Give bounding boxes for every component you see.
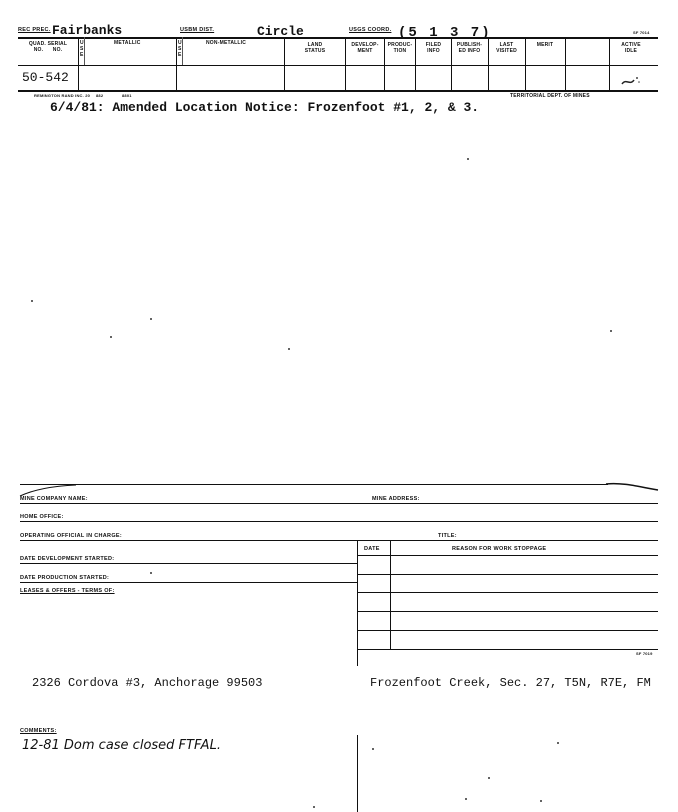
quad-serial-value: 50-542 <box>22 70 69 85</box>
note-entry: 6/4/81: Amended Location Notice: Frozenfoot #1, 2, & 3. <box>50 100 480 115</box>
mine-company-name-label: MINE COMPANY NAME: <box>20 496 88 502</box>
printer-text: REMINGTON RAND INC. 20 <box>34 93 91 98</box>
use-metallic-header: U S E <box>80 40 84 58</box>
merit-header: MERIT <box>536 42 554 48</box>
quad-serial-header: QUAD. SERIAL NO. NO. <box>28 41 68 53</box>
nonmetallic-header: NON-METALLIC <box>206 40 247 46</box>
address-value: 2326 Cordova #3, Anchorage 99503 <box>32 676 263 690</box>
home-office-label: HOME OFFICE: <box>20 514 64 520</box>
printer-code-2: 8801 <box>122 93 132 98</box>
dept-text: TERRITORIAL DEPT. OF MINES <box>510 93 590 99</box>
leases-offers-label: LEASES & OFFERS - TERMS OF: <box>20 588 115 594</box>
printer-code-1: 882 <box>96 93 104 98</box>
metallic-header: METALLIC <box>114 40 141 46</box>
published-info-header: PUBLISH- ED INFO <box>456 42 483 54</box>
usgs-coord-label: USGS COORD. <box>349 27 392 33</box>
comments-label: COMMENTS: <box>20 728 57 734</box>
operating-official-label: OPERATING OFFICIAL IN CHARGE: <box>20 533 122 539</box>
usbm-dist-label: USBM DIST. <box>180 27 215 33</box>
land-status-header: LAND STATUS <box>304 42 326 54</box>
usbm-dist-value: Circle <box>257 24 304 39</box>
comments-value: 12-81 Dom case closed FTFAL. <box>22 738 221 753</box>
form-code-2: SF 7019 <box>636 651 653 656</box>
reason-column-header: REASON FOR WORK STOPPAGE <box>452 546 547 552</box>
date-production-label: DATE PRODUCTION STARTED: <box>20 575 110 581</box>
last-visited-header: LAST VISITED <box>496 42 517 54</box>
mine-address-label: MINE ADDRESS: <box>372 496 420 502</box>
development-header: DEVELOP- MENT <box>351 42 379 54</box>
active-idle-header: ACTIVE IDLE <box>621 42 641 54</box>
filed-info-header: FILED INFO <box>425 42 442 54</box>
rec-prec-value: Fairbanks <box>52 23 123 38</box>
use-nonmetallic-header: U S E <box>178 40 182 58</box>
handwritten-mark-icon <box>620 72 642 88</box>
location-value: Frozenfoot Creek, Sec. 27, T5N, R7E, FM <box>370 676 651 690</box>
form-code: SF 7014 <box>633 30 650 35</box>
rec-prec-label: REC PREC. <box>18 27 51 33</box>
usgs-coord-value: (5 1 3 7) <box>398 25 492 41</box>
date-development-label: DATE DEVELOPMENT STARTED: <box>20 556 115 562</box>
curved-border-mark <box>604 478 660 492</box>
title-label: TITLE: <box>438 533 457 539</box>
date-column-header: DATE <box>364 546 380 552</box>
production-header: PRODUC- TION <box>387 42 413 54</box>
